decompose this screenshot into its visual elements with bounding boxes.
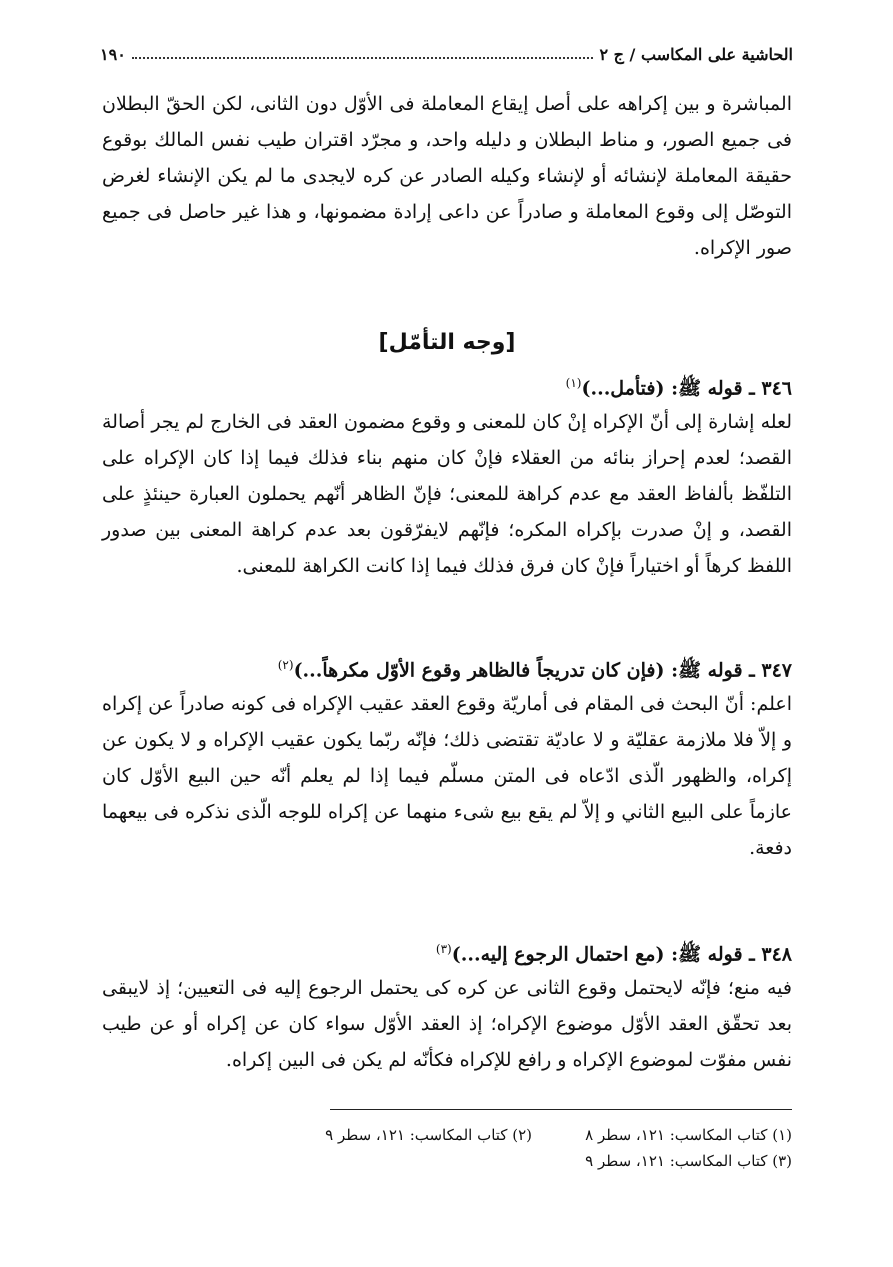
footnote-3: (٣) كتاب المكاسب: ١٢١، سطر ٩ — [585, 1152, 792, 1170]
footnote-ref: (٢) — [277, 658, 294, 672]
entry-quote: قوله ﷺ: (فتأمل...) — [581, 377, 743, 400]
dotted-leader — [132, 57, 594, 59]
intro-paragraph: المباشرة و بين إكراهه على أصل إيقاع المعاملة فى الأوّل دون الثانى، لكن الحقّ البطلان فى جميع الصور، و مناط البطلان و دليله واحد، و مجرّد اقتران طيب نفس المالك بوقوع حقيقة المعاملة لإنشائه أو لإنشاء وكيله الصادر عن كره لايجدى ما لم يكن الإنشاء لغرض التوصّل إلى وقوع المعاملة و صادراً عن داعى إرادة مضمونها، و هذا غير حاصل فى جميع صور الإكراه. — [102, 93, 792, 259]
entry-dash: ـ — [749, 943, 755, 966]
footnotes — [102, 1122, 792, 1174]
section-heading: [وجه التأمّل] — [378, 330, 516, 355]
footnote-1: (١) كتاب المكاسب: ١٢١، سطر ٨ — [585, 1126, 792, 1144]
book-title: الحاشية على المكاسب / ج ٢ — [599, 45, 793, 64]
footnote-row — [102, 1122, 792, 1148]
entry-heading-348 — [102, 932, 792, 971]
footnote-divider — [330, 1109, 792, 1110]
entry-body-346: لعله إشارة إلى أنّ الإكراه إنْ كان للمعنى و وقوع مضمون العقد فى الخارج لم يجر أصالة القصد؛ لعدم إحراز بنائه من العقلاء فإنْ كان منهم بناء فذلك فيما إذا كان الإكراه على التلفّظ بألفاظ العقد مع عدم كراهة للمعنى؛ فإنّ الظاهر أنّهم يحملون العبارة حينئذٍ على القصد، و إنْ صدرت بإكراه المكره؛ فإنّهم لايفرّقون بعد عدم كراهة المعنى بين صدور اللفظ كرهاً أو اختياراً فإنْ كان فرق فذلك فيما إذا كانت الكراهة للمعنى. — [102, 411, 792, 577]
entry-body-348: فيه منع؛ فإنّه لايحتمل وقوع الثانى عن كره كى يحتمل الرجوع إليه فى التعيين؛ إذ لايبقى بعد تحقّق العقد الأوّل موضوع الإكراه؛ إذ العقد الأوّل سواء كان عن إكراه أو عن طيب نفس مفوّت لموضوع الإكراه و رافع للإكراه فكأنّه لم يكن فى البين إكراه. — [102, 977, 792, 1071]
entry-quote: قوله ﷺ: (مع احتمال الرجوع إليه...) — [451, 943, 743, 966]
entry-body-347: اعلم: أنّ البحث فى المقام فى أماريّة وقوع العقد عقيب الإكراه فى كونه صادراً عن إكراه و إلاّ فلا ملازمة عقليّة و لا عاديّة تقتضى ذلك؛ فإنّه ربّما يكون عقيب الإكراه و لا يكون عن إكراه، والظهور الّذى ادّعاه فى المتن مسلّم فيما إذا لم يعلم أنّه حين البيع الأوّل كان عازماً على البيع الثاني و إلاّ لم يقع بيع شىء منهما عن إكراه للوجه الّذى نذكره فى بيعهما دفعة. — [102, 693, 792, 859]
footnote-2: (٢) كتاب المكاسب: ١٢١، سطر ٩ — [325, 1126, 532, 1144]
entry-heading-346 — [102, 366, 792, 405]
entry-number: ٣٤٦ — [761, 377, 792, 400]
running-header — [100, 30, 793, 64]
entry-heading-347 — [102, 648, 792, 687]
footnote-row — [102, 1148, 792, 1174]
footnote-ref: (١) — [565, 376, 582, 390]
entry-dash: ـ — [749, 377, 755, 400]
footnote-ref: (٣) — [435, 942, 452, 956]
entry-number: ٣٤٨ — [761, 943, 792, 966]
entry-number: ٣٤٧ — [761, 659, 792, 682]
entry-quote: قوله ﷺ: (فإن كان تدريجاً فالظاهر وقوع الأوّل مكرهاً...) — [293, 659, 743, 682]
page-number: ١٩٠ — [100, 45, 126, 64]
entry-dash: ـ — [749, 659, 755, 682]
